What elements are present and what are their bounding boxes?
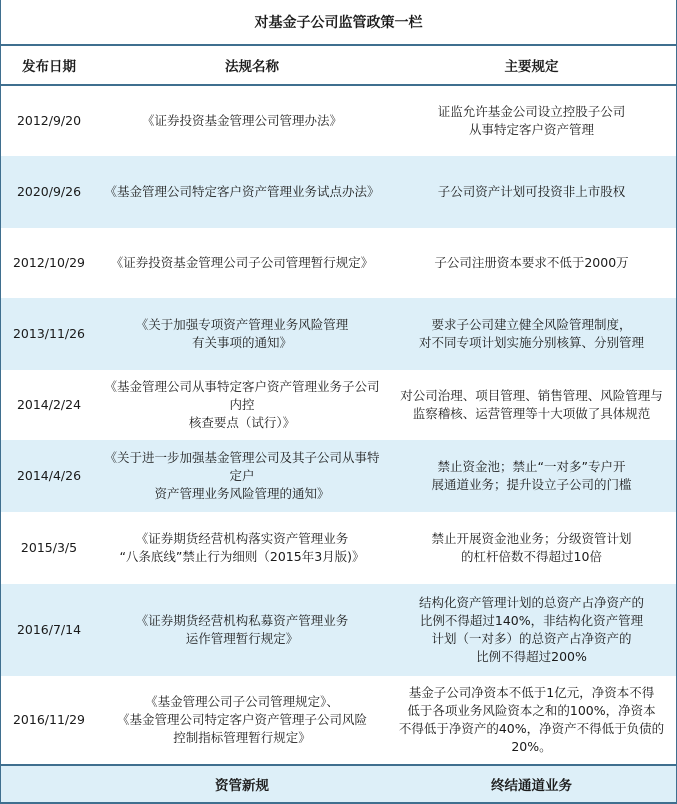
main-rule-line: 子公司注册资本要求不低于2000万 xyxy=(434,255,629,270)
row-date: 2013/11/26 xyxy=(12,326,86,341)
table-row xyxy=(1,228,676,298)
main-rule-line: 对公司治理、项目管理、销售管理、风险管理与 xyxy=(400,388,663,403)
row-date: 2016/11/29 xyxy=(12,712,86,727)
main-rule-line: 禁止资金池；禁止“一对多”专户开 xyxy=(437,459,626,474)
table-body xyxy=(1,86,676,764)
regulation-name-line: 核查要点（试行）》 xyxy=(188,415,296,430)
row-main-rule xyxy=(387,684,676,756)
table-row xyxy=(1,512,676,584)
table-row xyxy=(1,440,676,512)
table-row xyxy=(1,86,676,156)
main-rule-line: 低于各项业务风险资本之和的100%，净资本 xyxy=(407,703,656,718)
table-footer xyxy=(1,764,676,804)
main-rule-line: 证监允许基金公司设立控股子公司 xyxy=(437,104,626,119)
header-name: 法规名称 xyxy=(225,59,279,75)
regulation-name-line: 运作管理暂行规定》 xyxy=(185,631,299,646)
regulation-name-line: 《关于进一步加强基金管理公司及其子公司从事特 xyxy=(104,450,380,465)
row-date: 2016/7/14 xyxy=(16,622,82,637)
row-date: 2020/9/26 xyxy=(16,184,82,199)
main-rule-line: 20%。 xyxy=(511,739,552,754)
row-main-rule xyxy=(387,103,676,139)
main-rule-line: 比例不得超过200% xyxy=(476,649,587,664)
row-regulation-name xyxy=(97,693,387,747)
regulation-name-line: 资产管理业务风险管理的通知》 xyxy=(154,486,330,501)
row-date: 2015/3/5 xyxy=(20,540,78,555)
row-main-rule xyxy=(387,183,676,201)
row-regulation-name xyxy=(97,316,387,352)
regulation-name-line: 《基金管理公司特定客户资产管理子公司风险 xyxy=(116,712,367,727)
regulation-name-line: 《证券期货经营机构落实资产管理业务 xyxy=(135,531,349,546)
row-regulation-name xyxy=(97,449,387,503)
main-rule-line: 结构化资产管理计划的总资产占净资产的 xyxy=(418,595,644,610)
row-regulation-name xyxy=(97,378,387,432)
main-rule-line: 禁止开展资金池业务；分级资管计划 xyxy=(431,531,632,546)
row-regulation-name xyxy=(97,530,387,566)
row-main-rule xyxy=(387,254,676,272)
row-regulation-name xyxy=(97,254,387,272)
row-date: 2014/2/24 xyxy=(16,397,82,412)
main-rule-line: 基金子公司净资本不低于1亿元，净资本不得 xyxy=(408,685,655,700)
footer-right: 终结通道业务 xyxy=(491,778,572,794)
regulation-name-line: 《关于加强专项资产管理业务风险管理 xyxy=(135,317,349,332)
regulation-name-line: 《证券投资基金管理公司管理办法》 xyxy=(141,113,342,128)
table-row xyxy=(1,370,676,440)
main-rule-line: 不得低于净资产的40%，净资产不得低于负债的 xyxy=(398,721,665,736)
regulation-name-line: 《基金管理公司特定客户资产管理业务试点办法》 xyxy=(104,184,380,199)
main-rule-line: 子公司资产计划可投资非上市股权 xyxy=(437,184,626,199)
main-rule-line: 要求子公司建立健全风险管理制度， xyxy=(431,317,632,332)
regulation-name-line: 《证券投资基金管理公司子公司管理暂行规定》 xyxy=(110,255,374,270)
main-rule-line: 对不同专项计划实施分别核算、分别管理 xyxy=(418,335,644,350)
table-row xyxy=(1,584,676,676)
row-date: 2014/4/26 xyxy=(16,468,82,483)
table-title: 对基金子公司监管政策一栏 xyxy=(1,0,676,46)
row-regulation-name xyxy=(97,183,387,201)
main-rule-line: 监察稽核、运营管理等十大项做了具体规范 xyxy=(412,406,651,421)
table-row xyxy=(1,156,676,228)
row-date: 2012/10/29 xyxy=(12,255,86,270)
row-main-rule xyxy=(387,594,676,666)
row-main-rule xyxy=(387,530,676,566)
regulation-name-line: “八条底线”禁止行为细则（2015年3月版)》 xyxy=(119,549,365,564)
header-date: 发布日期 xyxy=(22,59,76,75)
row-regulation-name xyxy=(97,112,387,130)
row-main-rule xyxy=(387,316,676,352)
main-rule-line: 从事特定客户资产管理 xyxy=(468,122,594,137)
table-header xyxy=(1,46,676,86)
regulation-name-line: 内控 xyxy=(229,397,255,412)
regulation-name-line: 控制指标管理暂行规定》 xyxy=(173,730,311,745)
main-rule-line: 比例不得超过140%，非结构化资产管理 xyxy=(419,613,644,628)
footer-left: 资管新规 xyxy=(215,778,269,794)
row-main-rule xyxy=(387,387,676,423)
row-regulation-name xyxy=(97,612,387,648)
regulation-name-line: 《证券期货经营机构私募资产管理业务 xyxy=(135,613,349,628)
table-row xyxy=(1,676,676,764)
regulation-name-line: 定户 xyxy=(229,468,255,483)
header-rule: 主要规定 xyxy=(504,59,559,75)
table-row xyxy=(1,298,676,370)
regulation-name-line: 《基金管理公司从事特定客户资产管理业务子公司 xyxy=(104,379,380,394)
row-main-rule xyxy=(387,458,676,494)
main-rule-line: 的杠杆倍数不得超过10倍 xyxy=(461,549,602,564)
row-date: 2012/9/20 xyxy=(16,113,82,128)
regulation-name-line: 《基金管理公司子公司管理规定》、 xyxy=(145,694,339,709)
main-rule-line: 展通道业务；提升设立子公司的门槛 xyxy=(431,477,632,492)
main-rule-line: 计划（一对多）的总资产占净资产的 xyxy=(431,631,632,646)
regulation-name-line: 有关事项的通知》 xyxy=(191,335,292,350)
